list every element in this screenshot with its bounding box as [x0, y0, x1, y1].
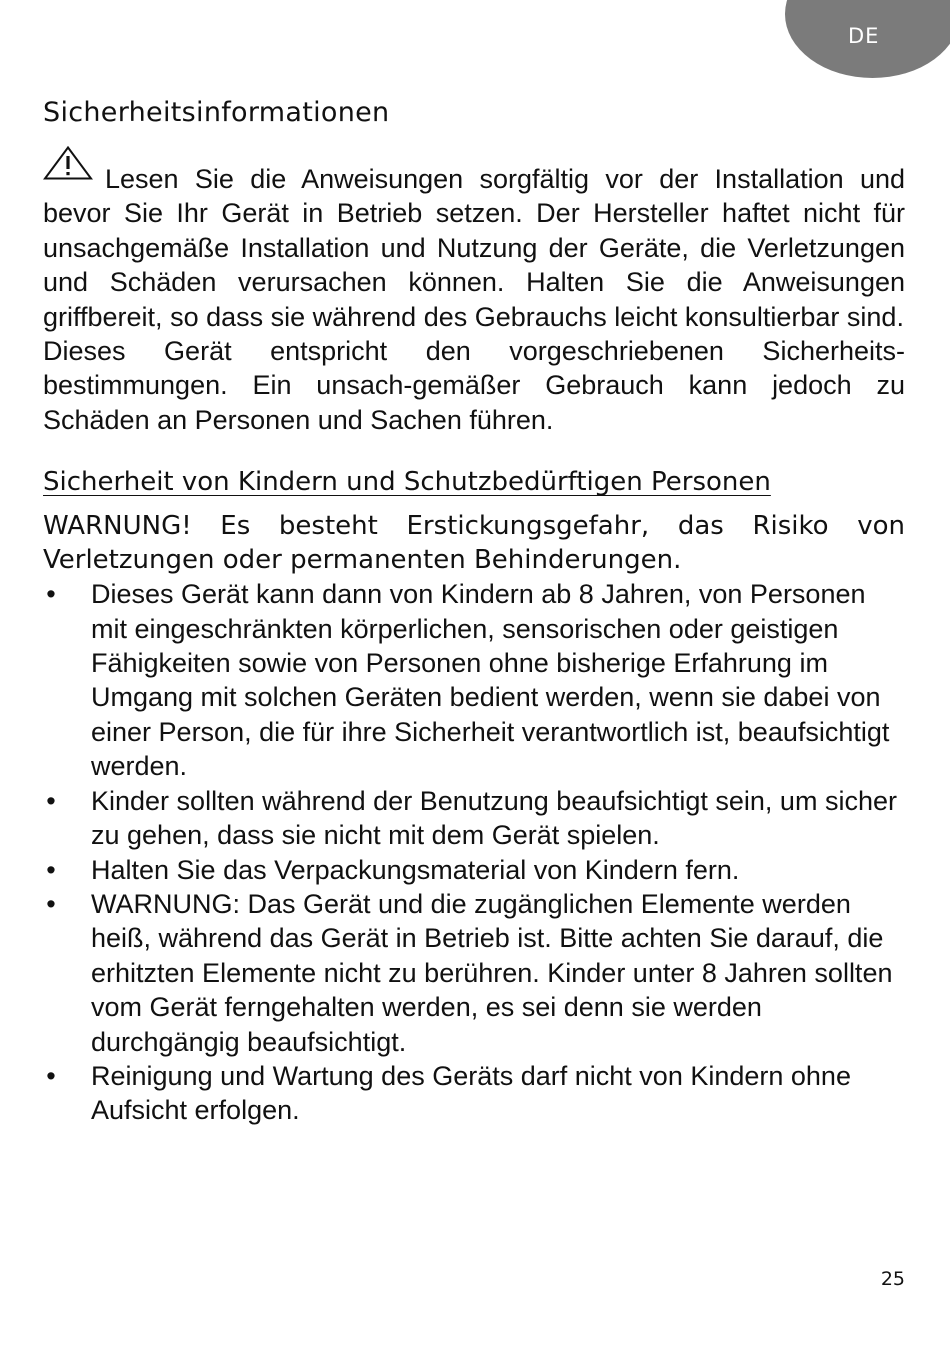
page-content — [43, 92, 905, 1128]
conformity-paragraph: Dieses Gerät entspricht den vorgeschriebenen Sicherheits-bestimmungen. Ein unsach-gemäßer Gebrauch kann jedoch zu Schäden an Personen und Sachen führen. — [43, 336, 905, 435]
list-item-text: Halten Sie das Verpackungsmaterial von Kindern fern. — [91, 854, 740, 885]
bullet-icon: • — [46, 888, 56, 919]
intro-text: Lesen Sie die Anweisungen sorgfältig vor der Installation und bevor Sie Ihr Gerät in Betrieb setzen. Der Hersteller haftet nicht für unsachgemäße Installation und Nutzung der Geräte, die Verletzungen und Schäden verursachen können. Halten Sie die Anweisungen griffbereit, so dass sie während des Gebrauchs leicht konsultierbar sind. — [43, 164, 905, 332]
children-safety-heading: Sicherheit von Kindern und Schutzbedürftigen Personen — [43, 467, 771, 498]
page-title: Sicherheitsinformationen — [43, 97, 390, 128]
suffocation-warning: WARNUNG! Es besteht Erstickungsgefahr, das Risiko von Verletzungen oder permanenten Behinderungen. — [43, 511, 905, 576]
bullet-icon: • — [46, 785, 56, 816]
list-item-text: WARNUNG: Das Gerät und die zugänglichen Elemente werden heiß, während das Gerät in Betrieb ist. Bitte achten Sie darauf, die erhitzten Elemente nicht zu berühren. Kinder unter 8 Jahren sollten vom Gerät ferngehalten werden, es sei denn sie werden durchgängig beaufsichtigt. — [91, 888, 893, 1057]
list-item — [43, 577, 905, 783]
language-label: DE — [848, 24, 880, 48]
list-item — [43, 887, 905, 1059]
page-number: 25 — [880, 1268, 905, 1290]
bullet-icon: • — [46, 1060, 56, 1091]
list-item-text: Reinigung und Wartung des Geräts darf nicht von Kindern ohne Aufsicht erfolgen. — [91, 1060, 851, 1126]
list-item-text: Dieses Gerät kann dann von Kindern ab 8 Jahren, von Personen mit eingeschränkten körperlichen, sensorischen oder geistigen Fähigkeiten sowie von Personen ohne bisherige Erfahrung im Umgang mit solchen Geräten bedient werden, wenn sie dabei von einer Person, die für ihre Sicherheit verantwortlich ist, beaufsichtigt werden. — [91, 579, 890, 782]
bullet-icon: • — [46, 854, 56, 885]
bullet-icon: • — [46, 579, 56, 610]
warning-triangle-icon — [43, 146, 93, 180]
list-item — [43, 784, 905, 853]
safety-bullet-list — [43, 577, 905, 1128]
list-item-text: Kinder sollten während der Benutzung beaufsichtigt sein, um sicher zu gehen, dass sie nicht mit dem Gerät spielen. — [91, 785, 897, 851]
list-item — [43, 1059, 905, 1128]
list-item — [43, 853, 905, 887]
intro-paragraph — [43, 162, 905, 334]
